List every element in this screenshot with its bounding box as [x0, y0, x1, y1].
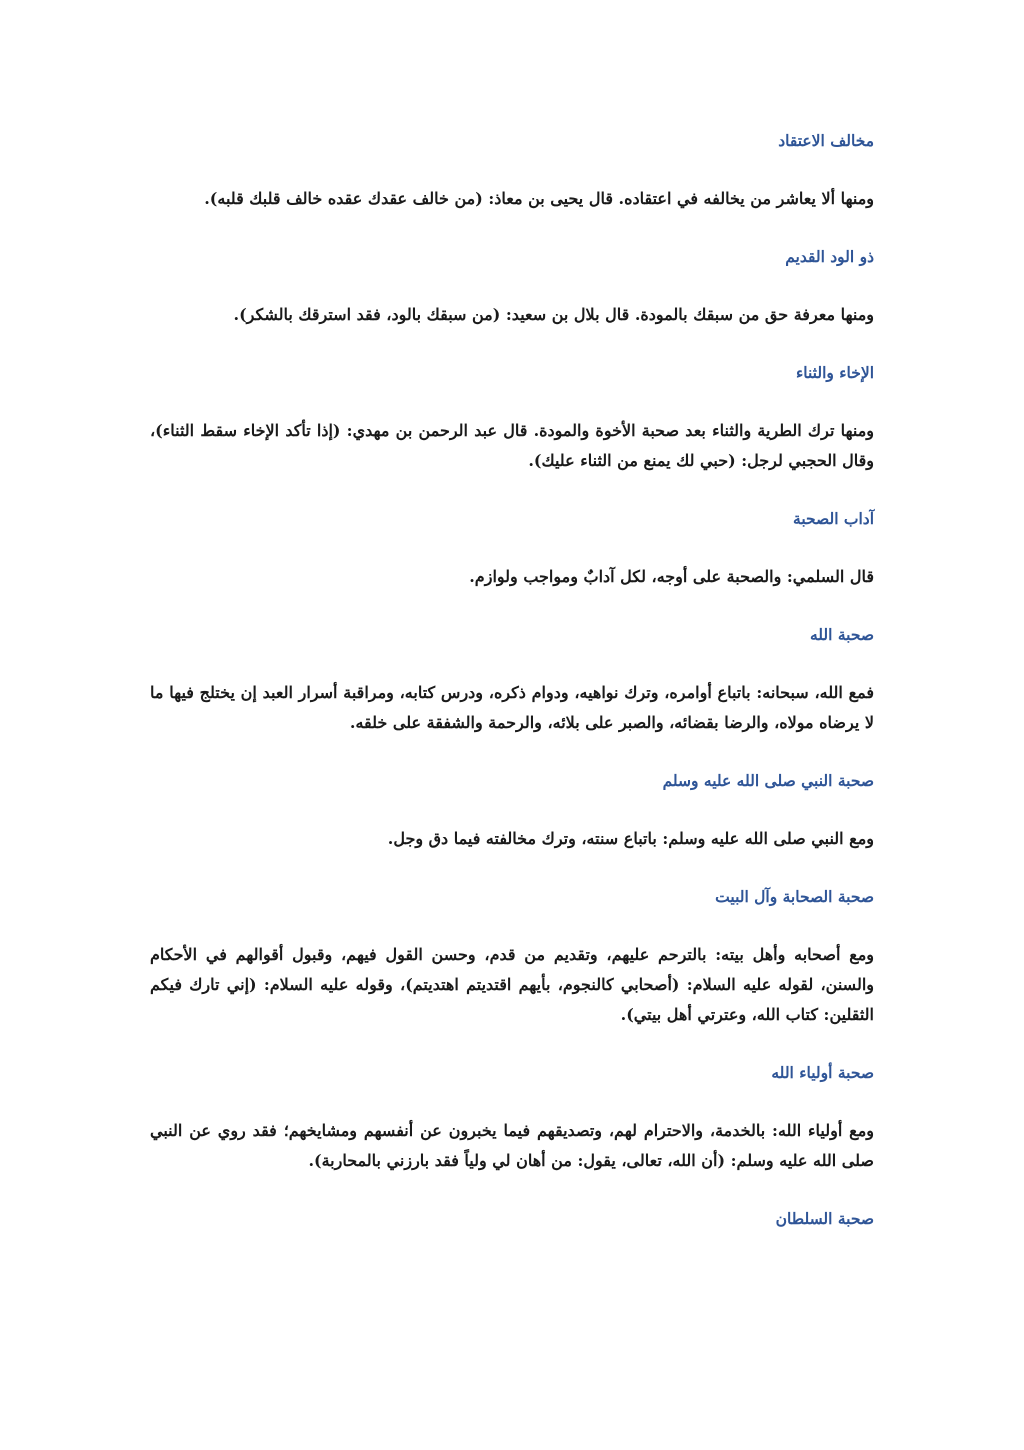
section-paragraph: قال السلمي: والصحبة على أوجه، لكل آدابٌ ومواجب ولوازم. — [469, 567, 874, 586]
section-paragraph: ومنها ترك الطرية والثناء بعد صحبة الأخوة والمودة. قال عبد الرحمن بن مهدي: (إذا تأكد الإخاء سقط الثناء)، وقال الحجبي لرجل: (حبي لك يمنع من الثناء عليك). — [150, 421, 875, 470]
section-heading: صحبة النبي صلى الله عليه وسلم — [662, 771, 874, 790]
section-heading: صحبة الصحابة وآل البيت — [715, 887, 874, 906]
section-companionship-sultan — [150, 1204, 874, 1234]
section-companionship-saints — [150, 1058, 874, 1176]
section-companionship-god — [150, 620, 874, 738]
section-paragraph: ومع أصحابه وأهل بيته: بالترحم عليهم، وتقديم من قدم، وحسن القول فيهم، وقبول أقوالهم في الأحكام والسنن، لقوله عليه السلام: (أصحابي كالنجوم، بأيهم اقتديتم اهتديتم)، وقوله عليه السلام: (إني تارك فيكم الثقلين: كتاب الله، وعترتي أهل بيتي). — [150, 945, 875, 1024]
section-paragraph: ومنها ألا يعاشر من يخالفه في اعتقاده. قال يحيى بن معاذ: (من خالف عقدك عقده خالف قلبك قلبه). — [204, 189, 874, 208]
section-heading: صحبة أولياء الله — [771, 1063, 874, 1082]
section-opposing-belief — [150, 126, 874, 214]
section-companionship-companions — [150, 882, 874, 1030]
section-heading: مخالف الاعتقاد — [778, 131, 874, 150]
section-brotherhood-praise — [150, 358, 874, 476]
section-paragraph: ومنها معرفة حق من سبقك بالمودة. قال بلال بن سعيد: (من سبقك بالود، فقد استرقك بالشكر). — [233, 305, 874, 324]
section-heading: صحبة السلطان — [775, 1209, 874, 1228]
section-paragraph: ومع النبي صلى الله عليه وسلم: باتباع سنته، وترك مخالفته فيما دق وجل. — [387, 829, 874, 848]
section-heading: الإخاء والثناء — [795, 363, 874, 382]
section-old-affection — [150, 242, 874, 330]
section-companionship-etiquette — [150, 504, 874, 592]
section-paragraph: ومع أولياء الله: بالخدمة، والاحترام لهم، وتصديقهم فيما يخبرون عن أنفسهم ومشايخهم؛ فقد روي عن النبي صلى الله عليه وسلم: (أن الله، تعالى، يقول: من أهان لي ولياً فقد بارزني بالمحاربة). — [150, 1121, 874, 1170]
section-companionship-prophet — [150, 766, 874, 854]
section-heading: صحبة الله — [809, 625, 874, 644]
section-paragraph: فمع الله، سبحانه: باتباع أوامره، وترك نواهيه، ودوام ذكره، ودرس كتابه، ومراقبة أسرار العبد إن يختلج فيها ما لا يرضاه مولاه، والرضا بقضائه، والصبر على بلائه، والرحمة والشفقة على خلقه. — [150, 683, 874, 732]
section-heading: ذو الود القديم — [785, 247, 874, 266]
section-heading: آداب الصحبة — [793, 509, 874, 528]
